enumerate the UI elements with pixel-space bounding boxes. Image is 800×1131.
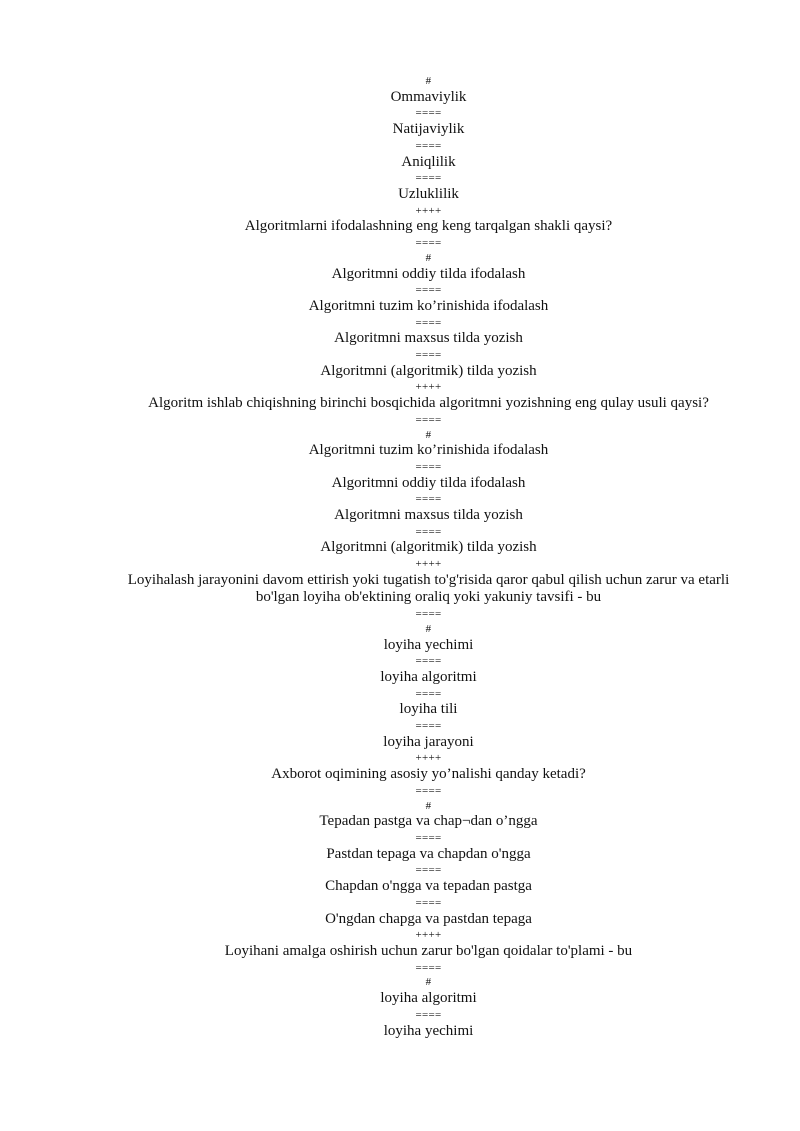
answer-option-line: Uzluklilik (398, 185, 459, 202)
option-separator: ==== (415, 961, 442, 974)
option-separator: ==== (415, 687, 442, 700)
answer-option-line: Ommaviylik (390, 88, 467, 105)
answer-option-line: Algoritmni tuzim ko’rinishida ifodalash (308, 297, 549, 314)
question-separator: ++++ (415, 752, 442, 765)
option-separator: ==== (415, 139, 442, 152)
answer-option-line: Tepadan pastga va chap¬dan o’ngga (319, 813, 538, 830)
correct-answer-marker: # (425, 251, 432, 264)
option-separator: ==== (415, 107, 442, 120)
option-separator: ==== (415, 831, 442, 844)
question-line: Algoritm ishlab chiqishning birinchi bosqichida algoritmni yozishning eng qulay usuli qaysi? (148, 395, 709, 412)
answer-option-line: loyiha tili (399, 701, 458, 718)
option-separator: ==== (415, 316, 442, 329)
option-separator: ==== (415, 864, 442, 877)
question-line: Axborot oqimining asosiy yo’nalishi qanday ketadi? (271, 766, 586, 783)
option-separator: ==== (415, 784, 442, 797)
option-separator: ==== (415, 655, 442, 668)
answer-option-line: Algoritmni oddiy tilda ifodalash (331, 474, 526, 491)
option-separator: ==== (415, 493, 442, 506)
answer-option-line: Natijaviylik (392, 121, 465, 138)
correct-answer-marker: # (425, 976, 432, 989)
option-separator: ==== (415, 172, 442, 185)
correct-answer-marker: # (425, 622, 432, 635)
answer-option-line: loyiha algoritmi (380, 669, 477, 686)
question-separator: ++++ (415, 558, 442, 571)
option-separator: ==== (415, 236, 442, 249)
option-separator: ==== (415, 460, 442, 473)
answer-option-line: Algoritmni tuzim ko’rinishida ifodalash (308, 442, 549, 459)
question-line: Loyihalash jarayonini davom ettirish yoki tugatish to'g'risida qaror qabul qilish uchun zarur va etarli (127, 571, 730, 588)
answer-option-line: Algoritmni (algoritmik) tilda yozish (320, 362, 537, 379)
question-line: Algoritmlarni ifodalashning eng keng tarqalgan shakli qaysi? (244, 218, 613, 235)
option-separator: ==== (415, 413, 442, 426)
question-separator: ++++ (415, 204, 442, 217)
option-separator: ==== (415, 348, 442, 361)
answer-option-line: Pastdan tepaga va chapdan o'ngga (326, 845, 531, 862)
answer-option-line: O'ngdan chapga va pastdan tepaga (325, 910, 532, 927)
correct-answer-marker: # (425, 799, 432, 812)
answer-option-line: Chapdan o'ngga va tepadan pastga (325, 878, 532, 895)
answer-option-line: Algoritmni maxsus tilda yozish (334, 330, 523, 347)
answer-option-line: loyiha yechimi (383, 1022, 474, 1039)
option-separator: ==== (415, 525, 442, 538)
answer-option-line: loyiha algoritmi (380, 990, 477, 1007)
answer-option-line: loyiha jarayoni (383, 733, 474, 750)
quiz-text-body (120, 74, 737, 1040)
answer-option-line: Aniqlilik (401, 153, 456, 170)
question-separator: ++++ (415, 929, 442, 942)
answer-option-line: loyiha yechimi (383, 636, 474, 653)
correct-answer-marker: # (425, 75, 432, 87)
answer-option-line: Algoritmni maxsus tilda yozish (334, 507, 523, 524)
option-separator: ==== (415, 284, 442, 297)
correct-answer-marker: # (425, 428, 432, 441)
answer-option-line: Algoritmni oddiy tilda ifodalash (331, 265, 526, 282)
option-separator: ==== (415, 1008, 442, 1021)
answer-option-line: Algoritmni (algoritmik) tilda yozish (320, 539, 537, 556)
question-line: Loyihani amalga oshirish uchun zarur bo'lgan qoidalar to'plami - bu (224, 942, 633, 959)
question-line: bo'lgan loyiha ob'ektining oraliq yoki yakuniy tavsifi - bu (255, 589, 602, 606)
question-separator: ++++ (415, 381, 442, 394)
option-separator: ==== (415, 608, 442, 621)
option-separator: ==== (415, 896, 442, 909)
option-separator: ==== (415, 720, 442, 733)
